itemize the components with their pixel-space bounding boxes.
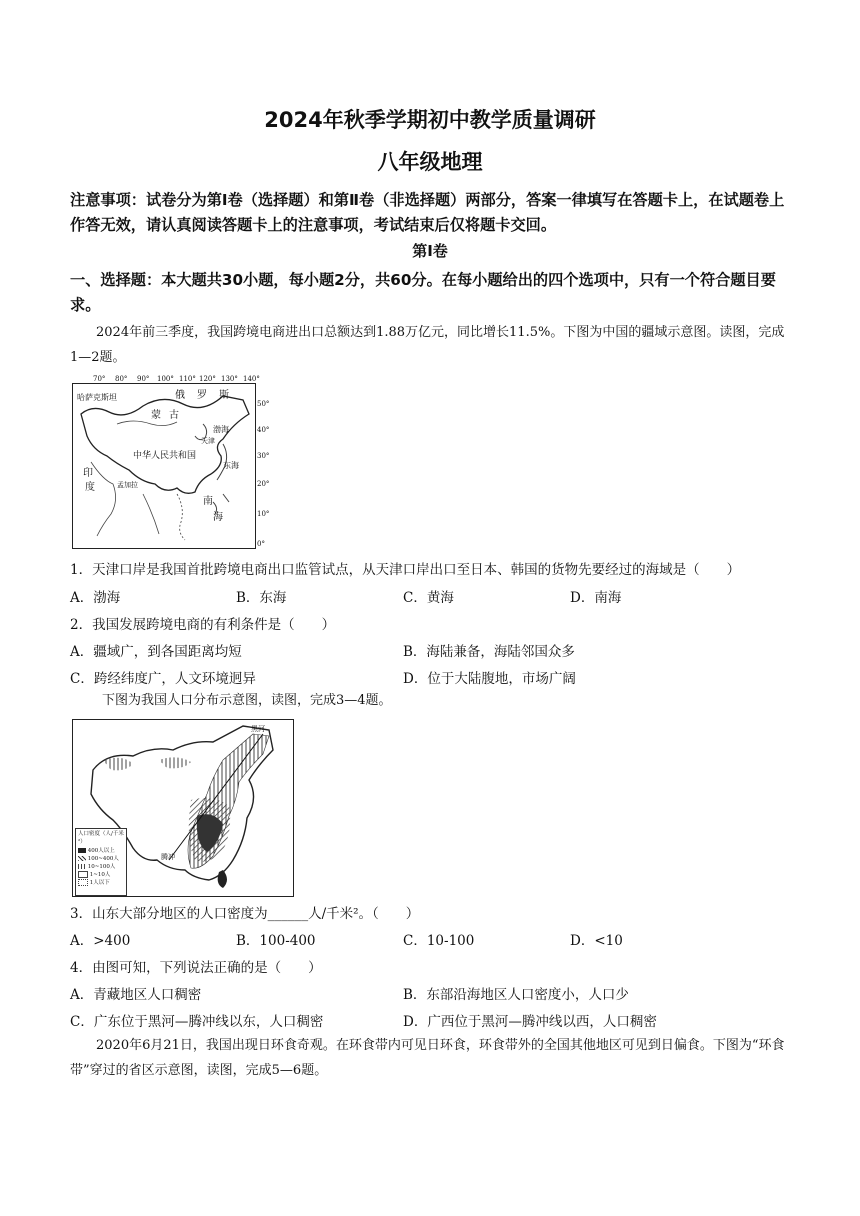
- q4-option-b[interactable]: B．东部沿海地区人口密度小，人口少: [403, 987, 629, 1003]
- place-label: 古: [169, 410, 179, 421]
- q1-option-b[interactable]: B．东海: [236, 590, 287, 606]
- q1-option-a[interactable]: A．渤海: [70, 590, 121, 606]
- question-1-stem: 1．天津口岸是我国首批跨境电商出口监管试点，从天津口岸出口至日本、韩国的货物先要经过的海域是（ ）: [70, 562, 741, 578]
- legend-item: 10~100人: [87, 864, 116, 870]
- place-label: 中华人民共和国: [133, 451, 197, 461]
- lon-label: 120°: [199, 375, 216, 383]
- q1-option-d[interactable]: D．南海: [570, 590, 622, 606]
- place-label: 渤海: [213, 425, 229, 434]
- map-legend: [75, 828, 127, 896]
- intro-paragraph-1: 2024年前三季度，我国跨境电商进出口总额达到1.88万亿元，同比增长11.5%。下图为中国的疆域示意图。读图，完成1—2题。: [70, 325, 785, 365]
- place-label: 哈萨克斯坦: [77, 393, 117, 402]
- place-label: 海: [213, 512, 223, 523]
- q4-option-d[interactable]: D．广西位于黑河—腾冲线以西，人口稠密: [403, 1014, 657, 1030]
- place-label: 斯: [219, 390, 229, 401]
- q2-option-b[interactable]: B．海陆兼备，海陆邻国众多: [403, 644, 575, 660]
- legend-item: 1~10人: [89, 872, 111, 878]
- place-label: 俄: [175, 390, 185, 401]
- q2-option-c[interactable]: C．跨经纬度广，人文环境迥异: [70, 671, 256, 687]
- place-label: 罗: [197, 390, 207, 401]
- lon-label: 100°: [157, 375, 174, 383]
- place-label: 孟加拉: [117, 481, 138, 489]
- legend-item: 1人以下: [89, 880, 110, 886]
- place-label-tengchong: 腾冲: [161, 853, 175, 861]
- legend-swatch: [78, 879, 88, 886]
- place-label-heihe: 黑河: [251, 725, 265, 733]
- lon-label: 130°: [221, 375, 238, 383]
- q3-option-b[interactable]: B．100-400: [236, 933, 316, 949]
- notice: 注意事项：试卷分为第Ⅰ卷（选择题）和第Ⅱ卷（非选择题）两部分，答案一律填写在答题卡上，在试题卷上作答无效，请认真阅读答题卡上的注意事项，考试结束后仅将题卡交回。: [70, 191, 785, 234]
- lat-label: 30°: [257, 452, 270, 460]
- place-label: 东海: [223, 461, 239, 470]
- q4-option-a[interactable]: A．青藏地区人口稠密: [70, 987, 202, 1003]
- question-4-stem: 4．由图可知，下列说法正确的是（ ）: [70, 960, 322, 976]
- place-label: 蒙: [151, 410, 161, 421]
- q3-option-d[interactable]: D．<10: [570, 933, 623, 949]
- legend-swatch: [78, 856, 86, 861]
- intro-paragraph-2: 下图为我国人口分布示意图，读图，完成3—4题。: [102, 693, 392, 708]
- place-label: 南: [203, 496, 213, 507]
- volume-label: 第Ⅰ卷: [412, 242, 448, 260]
- lat-label: 20°: [257, 480, 270, 488]
- lon-label: 140°: [243, 375, 260, 383]
- lon-label: 80°: [115, 375, 128, 383]
- lat-label: 0°: [257, 540, 265, 548]
- legend-title: 人口密度（人/千米²）: [78, 831, 124, 845]
- q1-option-c[interactable]: C．黄海: [403, 590, 454, 606]
- question-3-stem: 3．山东大部分地区的人口密度为______人/千米²。（ ）: [70, 906, 420, 922]
- section-heading: 一、选择题：本大题共30小题，每小题2分，共60分。在每小题给出的四个选项中，只有一个符合题目要求。: [70, 271, 776, 314]
- lon-label: 110°: [179, 375, 196, 383]
- china-territory-map: [72, 375, 270, 549]
- place-label: 度: [85, 482, 95, 493]
- lat-label: 10°: [257, 510, 270, 518]
- legend-swatch: [78, 864, 86, 869]
- lat-label: 40°: [257, 426, 270, 434]
- legend-swatch: [78, 848, 86, 853]
- exam-subtitle: 八年级地理: [377, 150, 483, 174]
- q2-option-d[interactable]: D．位于大陆腹地，市场广阔: [403, 671, 576, 687]
- intro-paragraph-3: 2020年6月21日，我国出现日环食奇观。在环食带内可见日环食，环食带外的全国其他地区可见到日偏食。下图为“环食带”穿过的省区示意图，读图，完成5—6题。: [70, 1038, 785, 1078]
- q2-option-a[interactable]: A．疆域广，到各国距离均短: [70, 644, 242, 660]
- place-label: 天津: [201, 437, 215, 445]
- legend-item: 100~400人: [87, 856, 119, 862]
- population-map: [72, 719, 294, 897]
- question-2-stem: 2．我国发展跨境电商的有利条件是（ ）: [70, 617, 336, 633]
- q3-option-c[interactable]: C．10-100: [403, 933, 475, 949]
- exam-title: 2024年秋季学期初中教学质量调研: [264, 108, 596, 132]
- legend-swatch: [78, 871, 88, 878]
- lat-label: 50°: [257, 400, 270, 408]
- legend-item: 400人以上: [87, 848, 115, 854]
- lon-label: 70°: [93, 375, 106, 383]
- place-label: 印: [83, 468, 93, 479]
- q4-option-c[interactable]: C．广东位于黑河—腾冲线以东，人口稠密: [70, 1014, 324, 1030]
- q3-option-a[interactable]: A．>400: [70, 933, 131, 949]
- lon-label: 90°: [137, 375, 150, 383]
